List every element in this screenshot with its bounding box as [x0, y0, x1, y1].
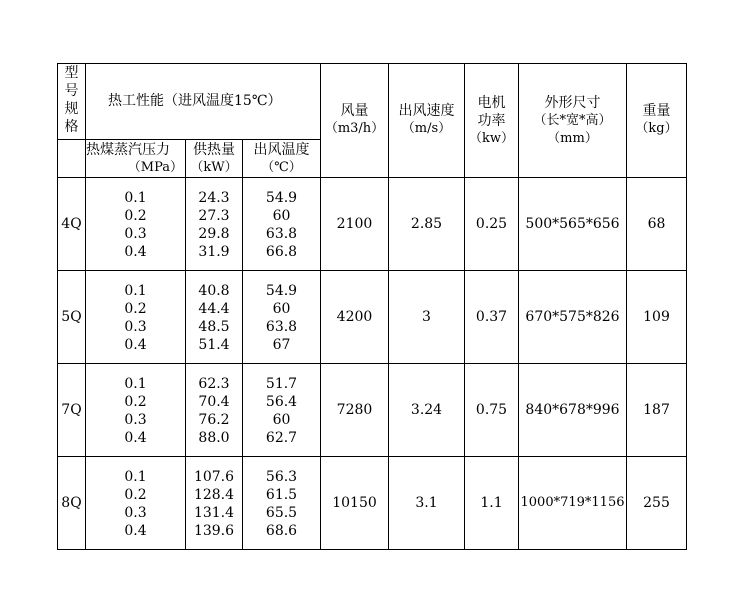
speed-cell: 3.24	[410, 402, 443, 418]
pressure-value: 0.3	[124, 226, 147, 242]
pressure-value: 0.2	[124, 487, 147, 503]
motor-cell: 0.37	[475, 309, 508, 325]
grid-line	[57, 177, 686, 178]
speed-cell: 3.1	[415, 495, 438, 511]
air-volume-cell: 2100	[336, 216, 373, 232]
out-temp-value: 65.5	[265, 505, 298, 521]
motor-cell: 0.25	[475, 216, 508, 232]
out-temp-value: 67	[272, 337, 291, 353]
grid-line	[57, 456, 686, 457]
model-cell: 8Q	[61, 495, 82, 511]
weight-cell: 255	[643, 495, 670, 511]
header-model-char: 型	[64, 65, 79, 81]
heat-value: 44.4	[198, 301, 230, 317]
pressure-value: 0.4	[124, 244, 147, 260]
header-dims-sub: （长*宽*高）	[533, 113, 612, 128]
out-temp-value: 62.7	[265, 430, 298, 446]
heat-value: 128.4	[193, 487, 235, 503]
grid-line	[57, 63, 686, 64]
header-model-char: 格	[64, 119, 79, 135]
model-cell: 7Q	[61, 402, 82, 418]
header-weight-unit: （kg）	[635, 121, 678, 136]
out-temp-value: 60	[272, 208, 291, 224]
out-temp-value: 56.4	[265, 394, 298, 410]
heat-value: 29.8	[198, 226, 230, 242]
pressure-value: 0.4	[124, 337, 147, 353]
heat-value: 40.8	[198, 283, 230, 299]
heat-value: 107.6	[193, 469, 235, 485]
heat-value: 31.9	[198, 244, 230, 260]
pressure-value: 0.1	[124, 283, 147, 299]
pressure-value: 0.2	[124, 301, 147, 317]
motor-cell: 1.1	[480, 495, 503, 511]
grid-line	[57, 139, 320, 140]
weight-cell: 187	[643, 402, 670, 418]
dims-cell: 500*565*656	[525, 216, 620, 232]
out-temp-value: 51.7	[265, 376, 298, 392]
pressure-value: 0.4	[124, 430, 147, 446]
heat-value: 48.5	[198, 319, 230, 335]
heat-value: 131.4	[193, 505, 235, 521]
header-pressure-unit: （MPa）	[127, 160, 183, 175]
motor-cell: 0.75	[475, 402, 508, 418]
pressure-value: 0.1	[124, 376, 147, 392]
pressure-value: 0.3	[124, 319, 147, 335]
out-temp-value: 63.8	[265, 226, 298, 242]
header-model-char: 规	[64, 101, 79, 117]
header-thermal: 热工性能（进风温度15℃）	[108, 93, 282, 109]
weight-cell: 109	[643, 309, 670, 325]
dims-cell: 840*678*996	[525, 402, 620, 418]
out-temp-value: 54.9	[265, 190, 298, 206]
header-dims: 外形尺寸	[544, 95, 601, 111]
weight-cell: 68	[647, 216, 666, 232]
header-air-volume: 风量	[340, 103, 369, 119]
speed-cell: 2.85	[410, 216, 443, 232]
header-pressure: 热煤蒸汽压力	[86, 142, 170, 158]
header-motor: 功率	[477, 113, 506, 129]
pressure-value: 0.2	[124, 208, 147, 224]
header-speed: 出风速度	[398, 103, 455, 119]
heat-value: 27.3	[198, 208, 230, 224]
out-temp-value: 68.6	[265, 523, 298, 539]
air-volume-cell: 7280	[336, 402, 373, 418]
header-motor: 电机	[477, 95, 506, 111]
heat-value: 139.6	[193, 523, 235, 539]
model-cell: 4Q	[61, 216, 82, 232]
pressure-value: 0.1	[124, 190, 147, 206]
air-volume-cell: 10150	[332, 495, 377, 511]
heat-value: 88.0	[198, 430, 230, 446]
out-temp-value: 54.9	[265, 283, 298, 299]
heat-value: 24.3	[198, 190, 230, 206]
out-temp-value: 60	[272, 301, 291, 317]
dims-cell: 670*575*826	[525, 309, 620, 325]
speed-cell: 3	[422, 309, 431, 325]
air-volume-cell: 4200	[336, 309, 373, 325]
out-temp-value: 60	[272, 412, 291, 428]
dims-cell: 1000*719*1156	[520, 495, 625, 510]
pressure-value: 0.2	[124, 394, 147, 410]
grid-line	[57, 363, 686, 364]
heat-value: 62.3	[198, 376, 230, 392]
header-out-temp-unit: （℃）	[261, 160, 302, 175]
pressure-value: 0.4	[124, 523, 147, 539]
grid-line	[57, 549, 686, 550]
model-cell: 5Q	[61, 309, 82, 325]
header-heat: 供热量	[193, 142, 235, 158]
pressure-value: 0.3	[124, 412, 147, 428]
header-weight: 重量	[642, 103, 671, 119]
grid-line	[57, 270, 686, 271]
header-model-char: 号	[64, 83, 79, 99]
out-temp-value: 56.3	[265, 469, 298, 485]
header-out-temp: 出风温度	[253, 142, 310, 158]
heat-value: 70.4	[198, 394, 230, 410]
header-heat-unit: （kW）	[190, 160, 238, 175]
out-temp-value: 63.8	[265, 319, 298, 335]
pressure-value: 0.1	[124, 469, 147, 485]
grid-line	[57, 63, 58, 550]
header-speed-unit: （m/s）	[401, 121, 452, 136]
out-temp-value: 66.8	[265, 244, 298, 260]
header-motor-unit: （kw）	[468, 131, 514, 146]
out-temp-value: 61.5	[265, 487, 298, 503]
heat-value: 76.2	[198, 412, 230, 428]
pressure-value: 0.3	[124, 505, 147, 521]
header-air-volume-unit: （m3/h）	[324, 121, 385, 136]
header-dims-unit: （mm）	[547, 131, 598, 146]
grid-line	[686, 63, 687, 550]
heat-value: 51.4	[198, 337, 230, 353]
